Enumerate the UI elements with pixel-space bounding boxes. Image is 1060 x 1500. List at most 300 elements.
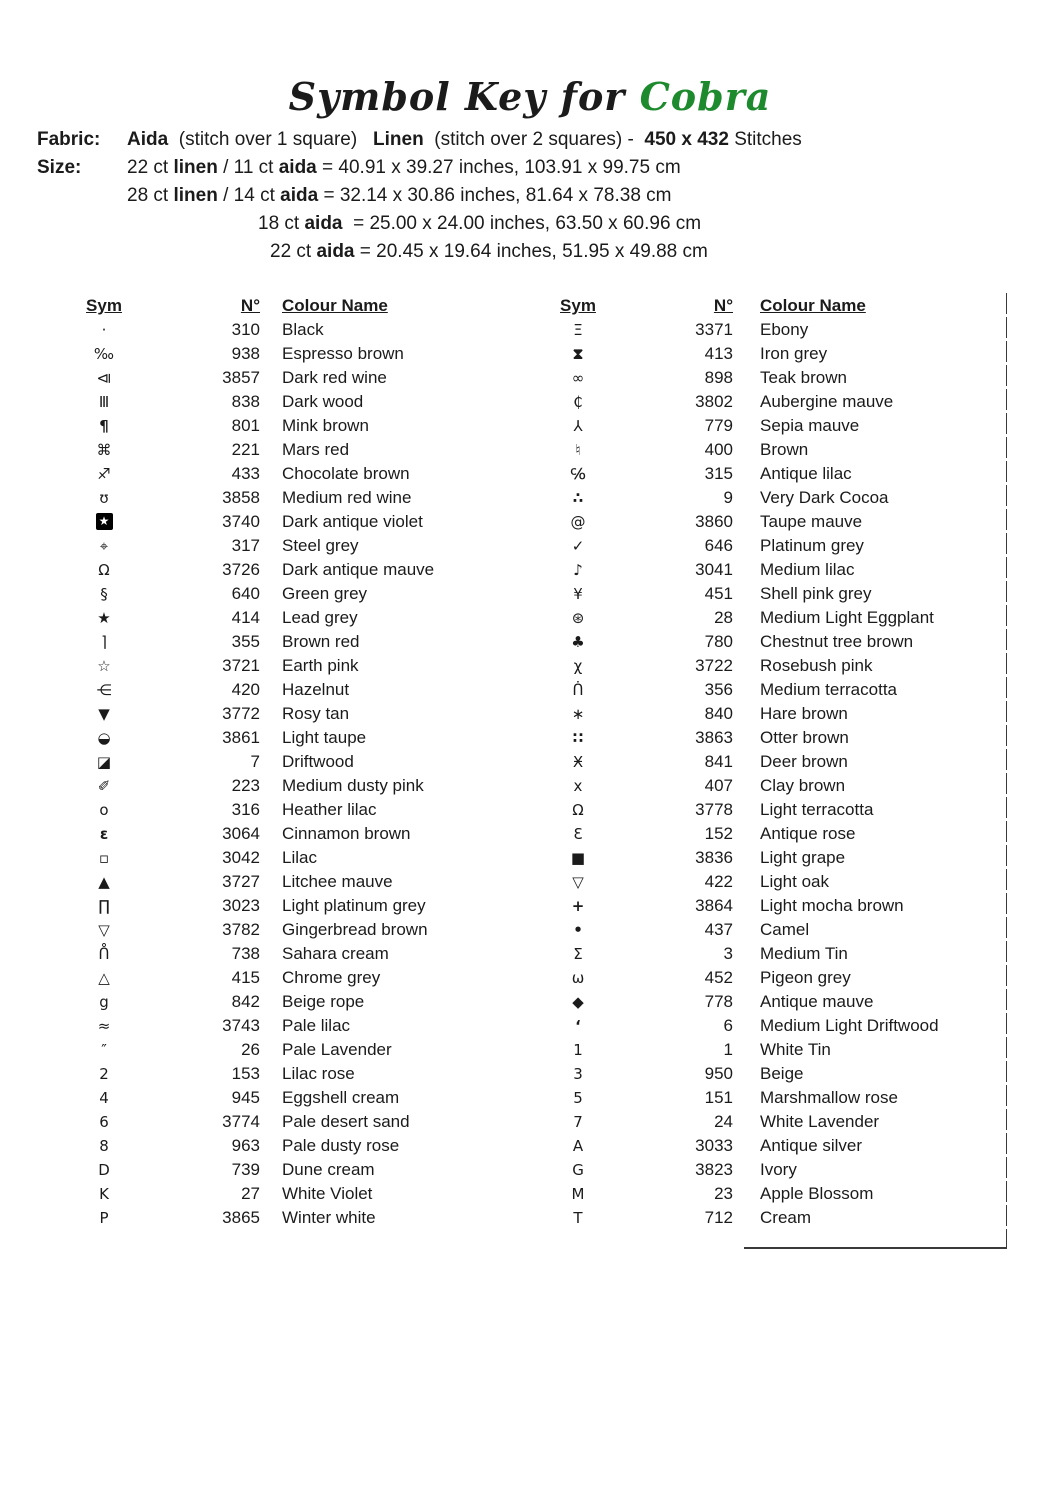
floss-number: 28 <box>714 608 733 627</box>
colour-name: Litchee mauve <box>282 872 393 891</box>
colour-name: Sahara cream <box>282 944 389 963</box>
key-row <box>60 726 434 750</box>
colour-name: Medium terracotta <box>760 680 897 699</box>
key-row <box>535 318 939 342</box>
key-row <box>535 894 939 918</box>
text-segment: (stitch over 1 square) <box>168 129 374 150</box>
colour-name: Sepia mauve <box>760 416 860 435</box>
floss-number: 646 <box>704 536 733 555</box>
key-row <box>535 582 939 606</box>
key-row <box>60 1086 434 1110</box>
floss-number: 712 <box>704 1208 733 1227</box>
symbol-cell: ¶ <box>99 417 109 435</box>
symbol-cell: ᑍ <box>98 945 110 963</box>
key-row <box>535 534 939 558</box>
text-segment: aida <box>304 213 343 234</box>
colour-name: Light terracotta <box>760 800 874 819</box>
floss-number: 945 <box>231 1088 260 1107</box>
key-row <box>60 1134 434 1158</box>
key-row <box>60 1038 434 1062</box>
key-row <box>60 798 434 822</box>
colour-name: Antique lilac <box>760 464 852 483</box>
colour-name: Medium Tin <box>760 944 848 963</box>
symbol-cell: • <box>573 921 583 939</box>
colour-name: Pale Lavender <box>282 1040 392 1059</box>
text-segment: 22 ct <box>127 157 174 178</box>
colour-name: Brown <box>760 440 809 459</box>
floss-number: 842 <box>231 992 260 1011</box>
symbol-cell: ‰ <box>93 345 115 363</box>
colour-name: Iron grey <box>760 344 828 363</box>
key-row <box>535 1086 939 1110</box>
colour-name: Otter brown <box>760 728 849 747</box>
colour-name: Pale desert sand <box>282 1112 410 1131</box>
symbol-cell: ♪ <box>573 561 583 579</box>
key-row <box>60 582 434 606</box>
floss-number: 3371 <box>695 320 733 339</box>
floss-number: 437 <box>704 920 733 939</box>
colour-name: Driftwood <box>282 752 354 771</box>
symbol-cell: ◒ <box>97 729 111 747</box>
key-row <box>535 846 939 870</box>
symbol-cell: Ω <box>572 801 584 819</box>
floss-number: 221 <box>231 440 260 459</box>
colour-name: Winter white <box>282 1208 376 1227</box>
colour-name: Antique silver <box>760 1136 863 1155</box>
colour-name: Light taupe <box>282 728 367 747</box>
key-row <box>60 1014 434 1038</box>
floss-number: 23 <box>714 1184 733 1203</box>
colour-name: Beige rope <box>282 992 365 1011</box>
key-row <box>535 942 939 966</box>
header-num: N° <box>713 296 733 315</box>
symbol-cell: Σ <box>573 945 583 963</box>
size-line <box>127 154 708 182</box>
key-row <box>535 510 939 534</box>
symbol-cell: A <box>572 1137 584 1155</box>
floss-number: 407 <box>704 776 733 795</box>
key-row <box>535 966 939 990</box>
colour-name: Deer brown <box>760 752 848 771</box>
symbol-cell: ▽ <box>572 873 584 891</box>
key-row <box>60 774 434 798</box>
text-segment: = 40.91 x 39.27 inches, 103.91 x 99.75 cm <box>316 157 681 178</box>
colour-name: Shell pink grey <box>760 584 872 603</box>
floss-number: 841 <box>704 752 733 771</box>
pattern-info <box>37 126 802 266</box>
symbol-cell: ≈ <box>97 1017 111 1035</box>
symbol-cell: ✐ <box>97 777 111 795</box>
floss-number: 356 <box>704 680 733 699</box>
table-border-right <box>1006 293 1007 1249</box>
key-row <box>535 486 939 510</box>
text-segment: = 20.45 x 19.64 inches, 51.95 x 49.88 cm <box>354 241 708 262</box>
symbol-cell <box>60 510 148 534</box>
text-segment: aida <box>316 241 355 262</box>
symbol-cell: Ω <box>98 561 110 579</box>
floss-number: 840 <box>704 704 733 723</box>
colour-name: Beige <box>760 1064 804 1083</box>
symbol-cell: ✓ <box>571 537 585 555</box>
text-segment: 450 x 432 <box>644 129 729 150</box>
floss-number: 3740 <box>222 512 260 531</box>
key-row <box>60 702 434 726</box>
key-row <box>60 366 434 390</box>
key-table-right <box>535 294 939 1230</box>
floss-number: 963 <box>231 1136 260 1155</box>
symbol-cell: 6 <box>99 1113 109 1131</box>
key-row <box>535 462 939 486</box>
colour-name: Medium red wine <box>282 488 412 507</box>
colour-name: Dune cream <box>282 1160 375 1179</box>
text-segment: = 32.14 x 30.86 inches, 81.64 x 78.38 cm <box>318 185 672 206</box>
key-row <box>60 414 434 438</box>
colour-name: Hare brown <box>760 704 848 723</box>
symbol-cell: ⊛ <box>571 609 585 627</box>
text-segment: Stitches <box>728 129 802 150</box>
colour-name: Medium Light Driftwood <box>760 1016 939 1035</box>
page-title <box>0 74 1060 119</box>
text-segment: linen <box>173 185 218 206</box>
colour-name: Very Dark Cocoa <box>760 488 889 507</box>
key-row <box>60 894 434 918</box>
floss-number: 355 <box>231 632 260 651</box>
table-border-bottom <box>744 1247 1007 1249</box>
symbol-cell: ε <box>99 825 109 843</box>
symbol-cell: P <box>99 1209 109 1227</box>
colour-name: Cream <box>760 1208 812 1227</box>
colour-name: Chrome grey <box>282 968 381 987</box>
header-sym: Sym <box>560 296 596 315</box>
key-row <box>535 1110 939 1134</box>
key-row <box>60 942 434 966</box>
floss-number: 838 <box>231 392 260 411</box>
floss-number: 3802 <box>695 392 733 411</box>
floss-number: 433 <box>231 464 260 483</box>
symbol-cell: 7 <box>573 1113 583 1131</box>
key-row <box>60 846 434 870</box>
header-colour-name: Colour Name <box>760 296 866 315</box>
floss-number: 3726 <box>222 560 260 579</box>
colour-name: Aubergine mauve <box>760 392 894 411</box>
floss-number: 950 <box>704 1064 733 1083</box>
key-row <box>535 774 939 798</box>
symbol-cell: ω <box>571 969 585 987</box>
symbol-cell: Ӿ <box>572 753 584 771</box>
text-segment: 22 ct <box>270 241 317 262</box>
key-row <box>535 438 939 462</box>
colour-name: Medium Light Eggplant <box>760 608 934 627</box>
key-row <box>60 1062 434 1086</box>
text-segment: = 25.00 x 24.00 inches, 63.50 x 60.96 cm <box>342 213 702 234</box>
colour-name: Rosebush pink <box>760 656 873 675</box>
key-row <box>535 870 939 894</box>
symbol-cell: ◆ <box>572 993 584 1011</box>
key-row <box>535 1014 939 1038</box>
text-segment: / 14 ct <box>217 185 281 206</box>
floss-number: 315 <box>704 464 733 483</box>
key-row <box>535 654 939 678</box>
colour-name: Camel <box>760 920 810 939</box>
key-row <box>535 606 939 630</box>
symbol-cell: χ <box>573 657 583 675</box>
text-segment: aida <box>278 157 317 178</box>
symbol-cell: M <box>571 1185 585 1203</box>
header-colour-name: Colour Name <box>282 296 388 315</box>
floss-number: 153 <box>231 1064 260 1083</box>
colour-name: Light mocha brown <box>760 896 904 915</box>
colour-name: Lead grey <box>282 608 358 627</box>
floss-number: 3033 <box>695 1136 733 1155</box>
key-row <box>535 702 939 726</box>
floss-number: 7 <box>250 752 260 771</box>
key-row <box>535 630 939 654</box>
floss-number: 452 <box>704 968 733 987</box>
floss-number: 415 <box>231 968 260 987</box>
key-row <box>535 558 939 582</box>
floss-number: 3042 <box>222 848 260 867</box>
symbol-cell: ▽ <box>98 921 110 939</box>
key-row <box>535 414 939 438</box>
key-row <box>535 390 939 414</box>
key-row <box>60 390 434 414</box>
symbol-cell: ″ <box>101 1041 107 1059</box>
symbol-cell: ∷ <box>572 729 584 747</box>
pattern-name: Cobra <box>639 74 772 119</box>
colour-name: Gingerbread brown <box>282 920 428 939</box>
floss-number: 414 <box>231 608 260 627</box>
colour-name: Taupe mauve <box>760 512 863 531</box>
text-segment: Aida <box>127 129 169 150</box>
colour-name: Heather lilac <box>282 800 377 819</box>
text-segment: 18 ct <box>258 213 305 234</box>
floss-number: 27 <box>241 1184 260 1203</box>
floss-number: 1 <box>723 1040 733 1059</box>
colour-name: Dark red wine <box>282 368 387 387</box>
symbol-cell: 1 <box>573 1041 583 1059</box>
colour-name: Green grey <box>282 584 368 603</box>
floss-number: 3864 <box>695 896 733 915</box>
key-row <box>535 1182 939 1206</box>
colour-name: Antique mauve <box>760 992 874 1011</box>
colour-name: Ebony <box>760 320 809 339</box>
symbol-cell: Ɛ <box>573 825 583 843</box>
symbol-cell: ★ <box>97 609 111 627</box>
size-line <box>127 238 708 266</box>
floss-number: 3782 <box>222 920 260 939</box>
floss-number: 3064 <box>222 824 260 843</box>
key-table-header <box>60 294 434 318</box>
key-row <box>535 750 939 774</box>
floss-number: 3 <box>723 944 733 963</box>
symbol-cell: ∞ <box>571 369 585 387</box>
key-row <box>60 630 434 654</box>
floss-number: 26 <box>241 1040 260 1059</box>
colour-name: Steel grey <box>282 536 359 555</box>
key-row <box>535 1134 939 1158</box>
fabric-line <box>37 126 802 154</box>
colour-name: Cinnamon brown <box>282 824 411 843</box>
colour-name: Light grape <box>760 848 846 867</box>
key-row <box>60 558 434 582</box>
floss-number: 3774 <box>222 1112 260 1131</box>
floss-number: 3722 <box>695 656 733 675</box>
size-block <box>37 154 802 266</box>
symbol-cell: ʊ <box>99 489 109 507</box>
colour-name: Mars red <box>282 440 350 459</box>
key-row <box>60 654 434 678</box>
symbol-cell: 8 <box>99 1137 109 1155</box>
text-segment: aida <box>280 185 319 206</box>
colour-name: White Violet <box>282 1184 373 1203</box>
symbol-cell: ⧗ <box>572 345 584 363</box>
floss-number: 738 <box>231 944 260 963</box>
key-row <box>535 366 939 390</box>
text-segment: / 11 ct <box>217 157 279 178</box>
key-row <box>60 1206 434 1230</box>
symbol-cell: ⌖ <box>99 537 109 555</box>
key-row <box>535 1038 939 1062</box>
floss-number: 9 <box>723 488 733 507</box>
colour-name: White Tin <box>760 1040 831 1059</box>
floss-number: 801 <box>231 416 260 435</box>
symbol-cell: 2 <box>99 1065 109 1083</box>
colour-name: Ivory <box>760 1160 797 1179</box>
key-row <box>60 822 434 846</box>
symbol-cell: ∴ <box>572 489 584 507</box>
symbol-cell: + <box>571 897 585 915</box>
symbol-cell: 5 <box>573 1089 583 1107</box>
floss-number: 317 <box>231 536 260 555</box>
size-line <box>127 182 708 210</box>
symbol-cell: T <box>573 1209 583 1227</box>
colour-name: Eggshell cream <box>282 1088 400 1107</box>
key-row <box>60 510 434 534</box>
symbol-cell: ⋲ <box>96 681 112 699</box>
symbol-cell: G <box>572 1161 584 1179</box>
colour-name: Platinum grey <box>760 536 864 555</box>
floss-number: 420 <box>231 680 260 699</box>
floss-number: 3860 <box>695 512 733 531</box>
colour-name: Lilac <box>282 848 317 867</box>
fabric-value <box>127 129 802 150</box>
colour-name: Espresso brown <box>282 344 404 363</box>
key-row <box>60 966 434 990</box>
floss-number: 3778 <box>695 800 733 819</box>
key-row <box>535 342 939 366</box>
floss-number: 152 <box>704 824 733 843</box>
header-num: N° <box>240 296 260 315</box>
symbol-cell: ◪ <box>96 753 112 771</box>
symbol-cell: ▲ <box>98 873 110 891</box>
symbol-cell: ℅ <box>570 465 586 483</box>
floss-number: 3023 <box>222 896 260 915</box>
symbol-cell: △ <box>98 969 110 987</box>
key-row <box>60 750 434 774</box>
floss-number: 451 <box>704 584 733 603</box>
colour-name: Pale lilac <box>282 1016 351 1035</box>
colour-name: Teak brown <box>760 368 847 387</box>
floss-number: 400 <box>704 440 733 459</box>
key-row <box>60 678 434 702</box>
colour-name: Light oak <box>760 872 829 891</box>
floss-number: 3772 <box>222 704 260 723</box>
floss-number: 24 <box>714 1112 733 1131</box>
symbol-cell: g <box>99 993 109 1011</box>
symbol-cell: ₵ <box>573 393 583 411</box>
colour-name: Mink brown <box>282 416 369 435</box>
floss-number: 3823 <box>695 1160 733 1179</box>
colour-name: White Lavender <box>760 1112 880 1131</box>
colour-name: Antique rose <box>760 824 856 843</box>
floss-number: 3721 <box>222 656 260 675</box>
symbol-cell: 4 <box>99 1089 109 1107</box>
colour-name: Chestnut tree brown <box>760 632 914 651</box>
page-title-prefix: Symbol Key for <box>288 74 640 119</box>
key-row <box>535 918 939 942</box>
floss-number: 223 <box>231 776 260 795</box>
colour-name: Brown red <box>282 632 360 651</box>
symbol-cell: o <box>99 801 109 819</box>
key-row <box>60 870 434 894</box>
floss-number: 3836 <box>695 848 733 867</box>
colour-name: Dark antique mauve <box>282 560 435 579</box>
colour-name: Dark antique violet <box>282 512 423 531</box>
floss-number: 316 <box>231 800 260 819</box>
symbol-cell: ⅄ <box>573 417 583 435</box>
key-row <box>60 606 434 630</box>
floss-number: 3857 <box>222 368 260 387</box>
floss-number: 3858 <box>222 488 260 507</box>
symbol-cell: x <box>573 777 583 795</box>
key-row <box>60 462 434 486</box>
text-segment: (stitch over 2 squares) - <box>423 129 645 150</box>
floss-number: 3743 <box>222 1016 260 1035</box>
key-row <box>60 342 434 366</box>
key-table-left <box>60 294 434 1230</box>
symbol-cell: ■ <box>570 849 586 867</box>
symbol-cell: ᑏ <box>572 681 584 699</box>
floss-number: 898 <box>704 368 733 387</box>
key-row <box>60 1182 434 1206</box>
symbol-cell: ⌉ <box>101 633 107 651</box>
key-row <box>535 990 939 1014</box>
colour-name: Medium dusty pink <box>282 776 424 795</box>
key-row <box>535 1158 939 1182</box>
colour-name: Light platinum grey <box>282 896 426 915</box>
colour-name: Marshmallow rose <box>760 1088 898 1107</box>
floss-number: 739 <box>231 1160 260 1179</box>
floss-number: 3865 <box>222 1208 260 1227</box>
symbol-cell: ∏ <box>98 897 110 915</box>
key-row <box>60 486 434 510</box>
floss-number: 779 <box>704 416 733 435</box>
floss-number: 780 <box>704 632 733 651</box>
colour-name: Clay brown <box>760 776 846 795</box>
symbol-cell: @ <box>570 513 586 531</box>
symbol-cell: ♮ <box>575 441 581 459</box>
key-row <box>535 822 939 846</box>
key-row <box>535 726 939 750</box>
symbol-cell: ▼ <box>98 705 110 723</box>
floss-number: 3041 <box>695 560 733 579</box>
colour-name: Hazelnut <box>282 680 350 699</box>
key-row <box>535 1206 939 1230</box>
colour-name: Apple Blossom <box>760 1184 874 1203</box>
symbol-cell: 3 <box>573 1065 583 1083</box>
key-row <box>60 1158 434 1182</box>
floss-number: 413 <box>704 344 733 363</box>
